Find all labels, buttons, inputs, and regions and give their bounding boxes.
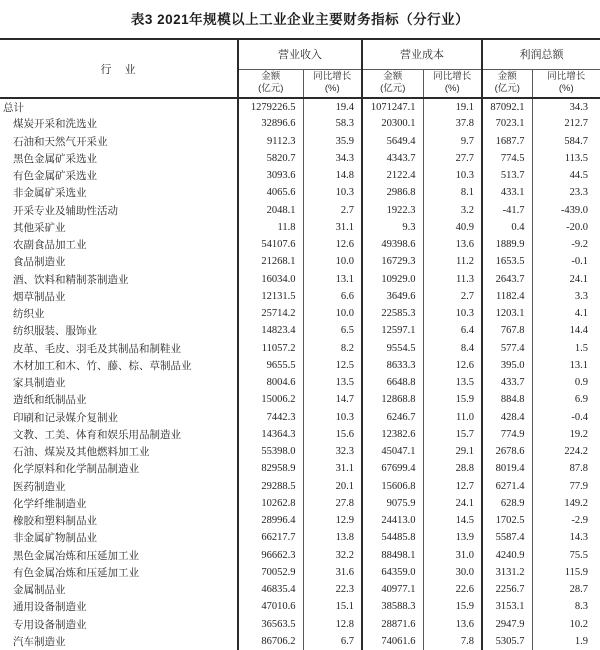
value-cell: 884.8: [482, 391, 532, 408]
value-cell: 433.7: [482, 374, 532, 391]
value-cell: 2947.9: [482, 616, 532, 633]
value-cell: 31.6: [303, 564, 362, 581]
value-cell: 3.2: [423, 202, 482, 219]
value-cell: 32.3: [303, 443, 362, 460]
group-header-revenue: 营业收入: [238, 39, 362, 69]
value-cell: 29288.5: [238, 478, 303, 495]
value-cell: 9554.5: [362, 340, 423, 357]
industry-cell: 农副食品加工业: [0, 236, 238, 253]
value-cell: 38588.3: [362, 598, 423, 615]
value-cell: 22585.3: [362, 305, 423, 322]
value-cell: 395.0: [482, 357, 532, 374]
industry-cell: 造纸和纸制品业: [0, 391, 238, 408]
value-cell: 9112.3: [238, 133, 303, 150]
table-row: [0, 478, 600, 495]
value-cell: 13.8: [303, 529, 362, 546]
value-cell: -20.0: [532, 219, 600, 236]
value-cell: 34.3: [532, 98, 600, 115]
value-cell: 3093.6: [238, 167, 303, 184]
value-cell: 88498.1: [362, 547, 423, 564]
growth-label: 同比增长: [533, 71, 600, 83]
value-cell: 21268.1: [238, 253, 303, 270]
table-row: [0, 443, 600, 460]
value-cell: 13.1: [532, 357, 600, 374]
value-cell: 2.7: [303, 202, 362, 219]
value-cell: 428.4: [482, 409, 532, 426]
industry-cell: 化学原料和化学制品制造业: [0, 460, 238, 477]
value-cell: 23.3: [532, 184, 600, 201]
table-row: [0, 598, 600, 615]
industry-cell: 非金属矿物制品业: [0, 529, 238, 546]
value-cell: 1203.1: [482, 305, 532, 322]
value-cell: 1279226.5: [238, 98, 303, 115]
value-cell: 77.9: [532, 478, 600, 495]
subheader-cost-growth: [423, 69, 482, 98]
value-cell: 66217.7: [238, 529, 303, 546]
value-cell: 149.2: [532, 495, 600, 512]
industry-column-header: 行 业: [0, 39, 238, 98]
value-cell: -2.9: [532, 512, 600, 529]
value-cell: -439.0: [532, 202, 600, 219]
table-row: [0, 460, 600, 477]
value-cell: 577.4: [482, 340, 532, 357]
value-cell: 13.5: [423, 374, 482, 391]
value-cell: 37.8: [423, 115, 482, 132]
value-cell: 35.9: [303, 133, 362, 150]
growth-label: 同比增长: [304, 71, 362, 83]
subheader-revenue-amount: [238, 69, 303, 98]
value-cell: 45047.1: [362, 443, 423, 460]
industry-cell: 有色金属冶炼和压延加工业: [0, 564, 238, 581]
value-cell: 0.4: [482, 219, 532, 236]
industry-cell: 化学纤维制造业: [0, 495, 238, 512]
value-cell: 11.2: [423, 253, 482, 270]
value-cell: 774.5: [482, 150, 532, 167]
industry-cell: 石油、煤炭及其他燃料加工业: [0, 443, 238, 460]
value-cell: 1922.3: [362, 202, 423, 219]
industry-cell: 皮革、毛皮、羽毛及其制品和制鞋业: [0, 340, 238, 357]
value-cell: 1653.5: [482, 253, 532, 270]
value-cell: 40977.1: [362, 581, 423, 598]
value-cell: 3649.6: [362, 288, 423, 305]
value-cell: 14823.4: [238, 322, 303, 339]
table-row: [0, 340, 600, 357]
value-cell: 6.6: [303, 288, 362, 305]
table-row: [0, 357, 600, 374]
value-cell: 25714.2: [238, 305, 303, 322]
industry-cell: 木材加工和木、竹、藤、棕、草制品业: [0, 357, 238, 374]
value-cell: 10.3: [423, 305, 482, 322]
value-cell: 32896.6: [238, 115, 303, 132]
value-cell: 28996.4: [238, 512, 303, 529]
value-cell: -0.1: [532, 253, 600, 270]
value-cell: 22.6: [423, 581, 482, 598]
value-cell: 28.7: [532, 581, 600, 598]
value-cell: 6.4: [423, 322, 482, 339]
value-cell: 9655.5: [238, 357, 303, 374]
value-cell: 12.6: [303, 236, 362, 253]
value-cell: 14.8: [303, 167, 362, 184]
value-cell: 14.3: [532, 529, 600, 546]
value-cell: 1687.7: [482, 133, 532, 150]
table-row: [0, 374, 600, 391]
value-cell: 628.9: [482, 495, 532, 512]
table-row: [0, 426, 600, 443]
value-cell: 1.5: [532, 340, 600, 357]
table-row: [0, 305, 600, 322]
value-cell: 10.0: [303, 305, 362, 322]
value-cell: 8.3: [532, 598, 600, 615]
value-cell: 7442.3: [238, 409, 303, 426]
value-cell: 19.2: [532, 426, 600, 443]
value-cell: 24413.0: [362, 512, 423, 529]
value-cell: 28871.6: [362, 616, 423, 633]
value-cell: 16034.0: [238, 271, 303, 288]
table-row: [0, 219, 600, 236]
value-cell: 54107.6: [238, 236, 303, 253]
table-row: [0, 391, 600, 408]
value-cell: 58.3: [303, 115, 362, 132]
value-cell: 87.8: [532, 460, 600, 477]
amount-unit: (亿元): [363, 83, 423, 95]
value-cell: 15006.2: [238, 391, 303, 408]
value-cell: 2122.4: [362, 167, 423, 184]
value-cell: 31.0: [423, 547, 482, 564]
industry-cell: 烟草制品业: [0, 288, 238, 305]
value-cell: 8004.6: [238, 374, 303, 391]
value-cell: 433.1: [482, 184, 532, 201]
industry-cell: 食品制造业: [0, 253, 238, 270]
value-cell: 2986.8: [362, 184, 423, 201]
table-row: [0, 529, 600, 546]
group-header-cost: 营业成本: [362, 39, 482, 69]
value-cell: 82958.9: [238, 460, 303, 477]
value-cell: 1889.9: [482, 236, 532, 253]
table-row: [0, 115, 600, 132]
value-cell: 11.3: [423, 271, 482, 288]
value-cell: 29.1: [423, 443, 482, 460]
value-cell: 31.1: [303, 460, 362, 477]
value-cell: 3131.2: [482, 564, 532, 581]
industry-cell: 印刷和记录媒介复制业: [0, 409, 238, 426]
value-cell: 8019.4: [482, 460, 532, 477]
value-cell: 19.4: [303, 98, 362, 115]
value-cell: 774.9: [482, 426, 532, 443]
table-row: [0, 409, 600, 426]
table-row: [0, 133, 600, 150]
value-cell: 13.6: [423, 236, 482, 253]
industry-cell: 家具制造业: [0, 374, 238, 391]
value-cell: 224.2: [532, 443, 600, 460]
value-cell: 12597.1: [362, 322, 423, 339]
table-header: [0, 39, 600, 98]
group-header-row: [0, 39, 600, 69]
value-cell: 12.9: [303, 512, 362, 529]
value-cell: 40.9: [423, 219, 482, 236]
growth-label: 同比增长: [424, 71, 482, 83]
table-row: [0, 495, 600, 512]
value-cell: 12868.8: [362, 391, 423, 408]
table-row: [0, 547, 600, 564]
value-cell: 75.5: [532, 547, 600, 564]
industry-cell: 纺织业: [0, 305, 238, 322]
industry-cell: 开采专业及辅助性活动: [0, 202, 238, 219]
table-row: [0, 322, 600, 339]
value-cell: 1071247.1: [362, 98, 423, 115]
table-row: [0, 98, 600, 115]
value-cell: 7023.1: [482, 115, 532, 132]
value-cell: 27.7: [423, 150, 482, 167]
industry-cell: 总计: [0, 98, 238, 115]
table-row: [0, 167, 600, 184]
amount-label: 金额: [363, 71, 423, 83]
industry-cell: 酒、饮料和精制茶制造业: [0, 271, 238, 288]
value-cell: 13.6: [423, 616, 482, 633]
value-cell: 55398.0: [238, 443, 303, 460]
table-row: [0, 271, 600, 288]
value-cell: 74061.6: [362, 633, 423, 650]
value-cell: 14.7: [303, 391, 362, 408]
table-row: [0, 581, 600, 598]
value-cell: 31.1: [303, 219, 362, 236]
value-cell: 27.8: [303, 495, 362, 512]
value-cell: 1702.5: [482, 512, 532, 529]
value-cell: 70052.9: [238, 564, 303, 581]
value-cell: 1182.4: [482, 288, 532, 305]
value-cell: 15.6: [303, 426, 362, 443]
value-cell: 12.6: [423, 357, 482, 374]
value-cell: 10262.8: [238, 495, 303, 512]
table-row: [0, 184, 600, 201]
value-cell: 15.7: [423, 426, 482, 443]
table-row: [0, 512, 600, 529]
value-cell: 12382.6: [362, 426, 423, 443]
value-cell: 9.3: [362, 219, 423, 236]
value-cell: 16729.3: [362, 253, 423, 270]
value-cell: 4240.9: [482, 547, 532, 564]
value-cell: 36563.5: [238, 616, 303, 633]
value-cell: 20300.1: [362, 115, 423, 132]
industry-cell: 通用设备制造业: [0, 598, 238, 615]
value-cell: 2.7: [423, 288, 482, 305]
value-cell: 13.1: [303, 271, 362, 288]
value-cell: 3153.1: [482, 598, 532, 615]
value-cell: 10.2: [532, 616, 600, 633]
financial-table: [0, 38, 600, 650]
industry-cell: 黑色金属矿采选业: [0, 150, 238, 167]
value-cell: 34.3: [303, 150, 362, 167]
table-body: [0, 98, 600, 650]
value-cell: 8.1: [423, 184, 482, 201]
value-cell: 2678.6: [482, 443, 532, 460]
subheader-profit-amount: [482, 69, 532, 98]
value-cell: 10.3: [303, 409, 362, 426]
value-cell: 15.9: [423, 391, 482, 408]
table-row: [0, 253, 600, 270]
subheader-profit-growth: [532, 69, 600, 98]
group-header-profit: 利润总额: [482, 39, 600, 69]
value-cell: 19.1: [423, 98, 482, 115]
value-cell: 115.9: [532, 564, 600, 581]
value-cell: 4065.6: [238, 184, 303, 201]
table-row: [0, 288, 600, 305]
value-cell: -41.7: [482, 202, 532, 219]
value-cell: 96662.3: [238, 547, 303, 564]
value-cell: 113.5: [532, 150, 600, 167]
value-cell: 513.7: [482, 167, 532, 184]
value-cell: 6.9: [532, 391, 600, 408]
page-title: 表3 2021年规模以上工业企业主要财务指标（分行业）: [0, 0, 600, 38]
value-cell: 11.0: [423, 409, 482, 426]
value-cell: 67699.4: [362, 460, 423, 477]
value-cell: 584.7: [532, 133, 600, 150]
value-cell: 10.3: [303, 184, 362, 201]
value-cell: 12131.5: [238, 288, 303, 305]
value-cell: 49398.6: [362, 236, 423, 253]
value-cell: 212.7: [532, 115, 600, 132]
value-cell: 12.8: [303, 616, 362, 633]
value-cell: 87092.1: [482, 98, 532, 115]
industry-cell: 黑色金属冶炼和压延加工业: [0, 547, 238, 564]
table-row: [0, 202, 600, 219]
value-cell: 86706.2: [238, 633, 303, 650]
industry-cell: 医药制造业: [0, 478, 238, 495]
table-row: [0, 564, 600, 581]
value-cell: 7.8: [423, 633, 482, 650]
value-cell: 30.0: [423, 564, 482, 581]
value-cell: 14364.3: [238, 426, 303, 443]
industry-cell: 专用设备制造业: [0, 616, 238, 633]
value-cell: 22.3: [303, 581, 362, 598]
value-cell: 15.9: [423, 598, 482, 615]
value-cell: 11.8: [238, 219, 303, 236]
value-cell: 32.2: [303, 547, 362, 564]
industry-cell: 汽车制造业: [0, 633, 238, 650]
value-cell: 2256.7: [482, 581, 532, 598]
value-cell: 10.3: [423, 167, 482, 184]
industry-cell: 纺织服装、服饰业: [0, 322, 238, 339]
value-cell: 767.8: [482, 322, 532, 339]
growth-unit: (%): [424, 83, 482, 95]
value-cell: 28.8: [423, 460, 482, 477]
value-cell: 9075.9: [362, 495, 423, 512]
value-cell: 8633.3: [362, 357, 423, 374]
industry-cell: 金属制品业: [0, 581, 238, 598]
industry-cell: 非金属矿采选业: [0, 184, 238, 201]
amount-unit: (亿元): [239, 83, 303, 95]
value-cell: 64359.0: [362, 564, 423, 581]
value-cell: 8.2: [303, 340, 362, 357]
value-cell: 20.1: [303, 478, 362, 495]
table-row: [0, 150, 600, 167]
amount-label: 金额: [483, 71, 532, 83]
value-cell: 11057.2: [238, 340, 303, 357]
value-cell: -9.2: [532, 236, 600, 253]
value-cell: 12.7: [423, 478, 482, 495]
value-cell: 6.5: [303, 322, 362, 339]
value-cell: 6246.7: [362, 409, 423, 426]
industry-cell: 有色金属矿采选业: [0, 167, 238, 184]
value-cell: 10.0: [303, 253, 362, 270]
value-cell: 44.5: [532, 167, 600, 184]
value-cell: 14.4: [532, 322, 600, 339]
growth-unit: (%): [304, 83, 362, 95]
table-row: [0, 236, 600, 253]
value-cell: 10929.0: [362, 271, 423, 288]
value-cell: 4343.7: [362, 150, 423, 167]
value-cell: 1.9: [532, 633, 600, 650]
value-cell: 2643.7: [482, 271, 532, 288]
industry-cell: 橡胶和塑料制品业: [0, 512, 238, 529]
value-cell: 5305.7: [482, 633, 532, 650]
value-cell: -0.4: [532, 409, 600, 426]
value-cell: 8.4: [423, 340, 482, 357]
growth-unit: (%): [533, 83, 600, 95]
amount-unit: (亿元): [483, 83, 532, 95]
amount-label: 金额: [239, 71, 303, 83]
value-cell: 46835.4: [238, 581, 303, 598]
value-cell: 54485.8: [362, 529, 423, 546]
industry-cell: 文教、工美、体育和娱乐用品制造业: [0, 426, 238, 443]
value-cell: 9.7: [423, 133, 482, 150]
value-cell: 15606.8: [362, 478, 423, 495]
value-cell: 5649.4: [362, 133, 423, 150]
industry-cell: 石油和天然气开采业: [0, 133, 238, 150]
table-row: [0, 616, 600, 633]
industry-cell: 其他采矿业: [0, 219, 238, 236]
value-cell: 5820.7: [238, 150, 303, 167]
value-cell: 13.9: [423, 529, 482, 546]
value-cell: 4.1: [532, 305, 600, 322]
value-cell: 3.3: [532, 288, 600, 305]
subheader-revenue-growth: [303, 69, 362, 98]
table-row: [0, 633, 600, 650]
value-cell: 2048.1: [238, 202, 303, 219]
value-cell: 6648.8: [362, 374, 423, 391]
value-cell: 12.5: [303, 357, 362, 374]
industry-cell: 煤炭开采和洗选业: [0, 115, 238, 132]
value-cell: 24.1: [423, 495, 482, 512]
value-cell: 6271.4: [482, 478, 532, 495]
value-cell: 14.5: [423, 512, 482, 529]
value-cell: 5587.4: [482, 529, 532, 546]
value-cell: 15.1: [303, 598, 362, 615]
value-cell: 13.5: [303, 374, 362, 391]
value-cell: 0.9: [532, 374, 600, 391]
value-cell: 24.1: [532, 271, 600, 288]
value-cell: 6.7: [303, 633, 362, 650]
subheader-cost-amount: [362, 69, 423, 98]
value-cell: 47010.6: [238, 598, 303, 615]
